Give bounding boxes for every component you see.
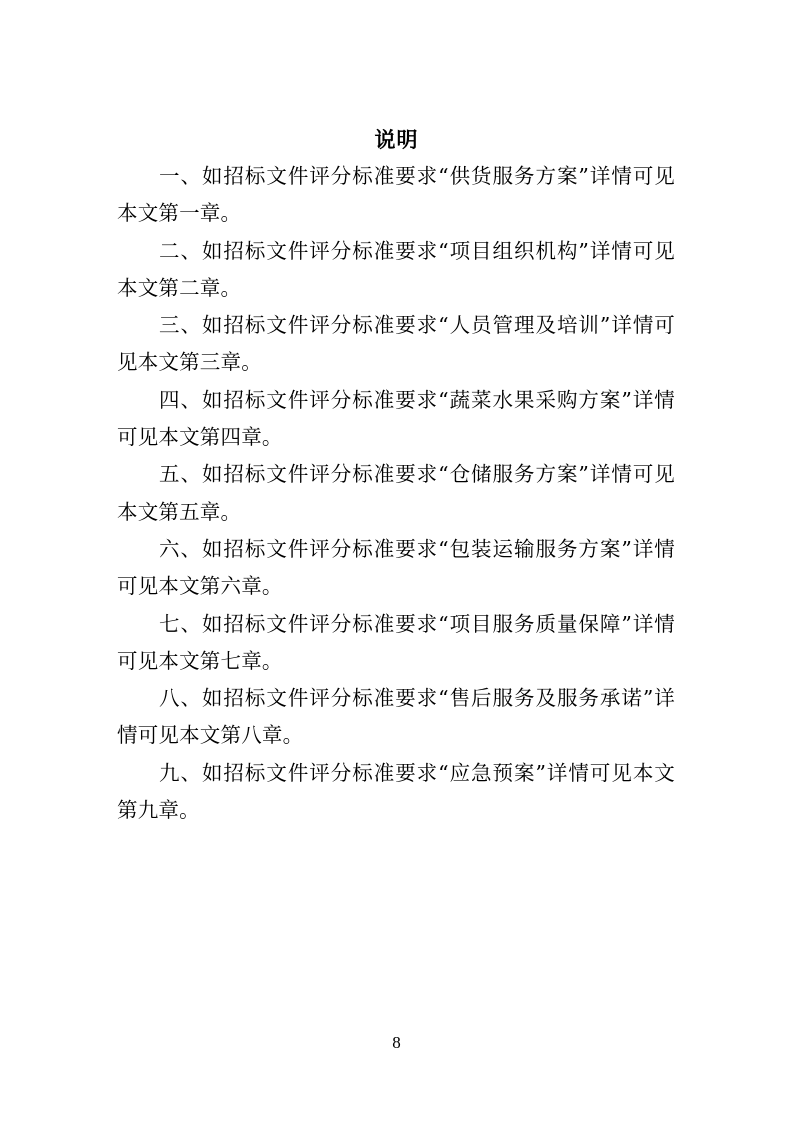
paragraph-6: 六、如招标文件评分标准要求“包装运输服务方案”详情可见本文第六章。 — [117, 536, 675, 599]
paragraph-2: 二、如招标文件评分标准要求“项目组织机构”详情可见本文第二章。 — [117, 238, 675, 300]
paragraph-8: 八、如招标文件评分标准要求“售后服务及服务承诺”详情可见本文第八章。 — [117, 686, 675, 748]
paragraph-9: 九、如招标文件评分标准要求“应急预案”详情可见本文第九章。 — [117, 760, 675, 823]
paragraph-7: 七、如招标文件评分标准要求“项目服务质量保障”详情可见本文第七章。 — [117, 611, 675, 673]
paragraph-1: 一、如招标文件评分标准要求“供货服务方案”详情可见本文第一章。 — [117, 164, 675, 226]
page-title: 说明 — [374, 128, 419, 152]
paragraph-5: 五、如招标文件评分标准要求“仓储服务方案”详情可见本文第五章。 — [117, 462, 675, 524]
paragraph-4: 四、如招标文件评分标准要求“蔬菜水果采购方案”详情可见本文第四章。 — [117, 387, 675, 450]
page-number: 8 — [392, 1033, 401, 1052]
paragraph-3: 三、如招标文件评分标准要求“人员管理及培训”详情可见本文第三章。 — [117, 313, 675, 375]
document-body — [117, 158, 675, 829]
